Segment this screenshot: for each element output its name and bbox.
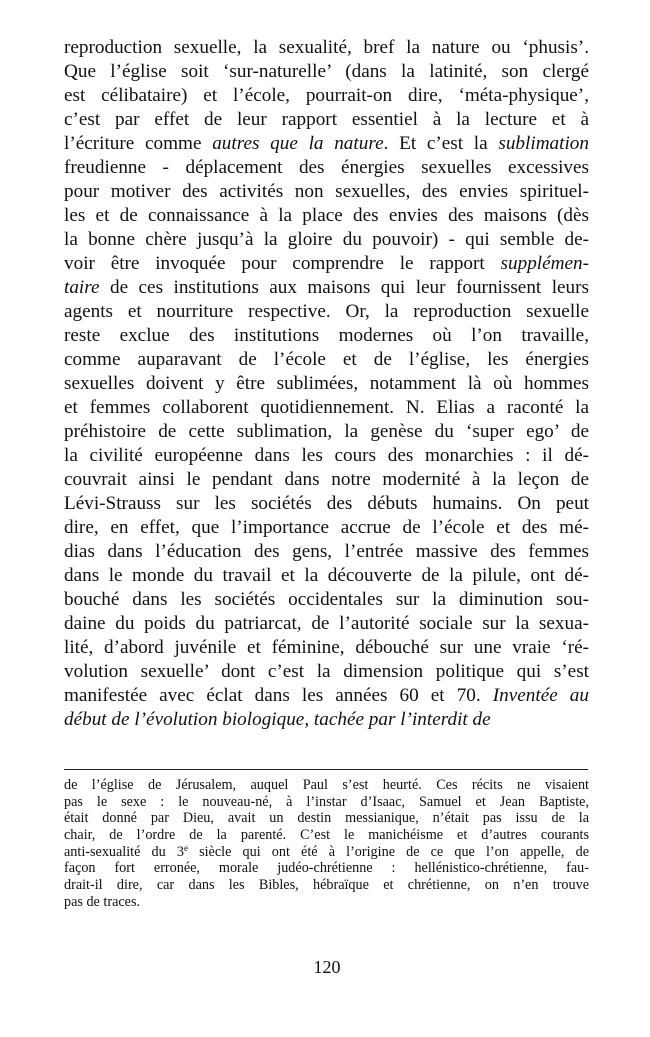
text-run: Que l’église soit ‘sur-naturelle’ (dans la latinité, son clergé (64, 61, 589, 82)
text-run: anti-sexualité du 3 (64, 843, 184, 860)
text-line (64, 60, 589, 84)
text-line (64, 588, 589, 612)
text-run: freudienne - déplacement des énergies sexuelles excessives (64, 157, 589, 178)
footnote (64, 777, 589, 911)
italic-text: Inventée au (492, 685, 589, 706)
text-line (64, 180, 589, 204)
text-run: la bonne chère jusqu’à la gloire du pouvoir) - qui semble de- (64, 229, 589, 250)
footnote-line (64, 860, 589, 877)
text-run: est célibataire) et l’école, pourrait-on dire, ‘méta-physique’, (64, 85, 589, 106)
text-run: dans le monde du travail et la découverte de la pilule, ont dé- (64, 565, 589, 586)
text-line (64, 708, 589, 732)
text-run: daine du poids du patriarcat, de l’autorité sociale sur la sexua- (64, 613, 589, 634)
text-run: et femmes collaborent quotidiennement. N. Elias a raconté la (64, 397, 589, 418)
book-page (64, 36, 589, 732)
text-line (64, 540, 589, 564)
text-run: c’est par effet de leur rapport essentiel à la lecture et à (64, 109, 589, 130)
footnote-line (64, 777, 589, 794)
footnote-line (64, 877, 589, 894)
text-line (64, 300, 589, 324)
text-line (64, 468, 589, 492)
text-run: était donné par Dieu, avait un destin messianique, n’était pas issu de la (64, 810, 589, 827)
body-paragraph (64, 36, 589, 732)
text-line (64, 372, 589, 396)
text-line (64, 492, 589, 516)
text-run: de ces institutions aux maisons qui leur fournissent leurs (99, 277, 589, 298)
text-line (64, 228, 589, 252)
italic-text: sublimation (498, 133, 589, 154)
text-run: préhistoire de cette sublimation, la genèse du ‘super ego’ de (64, 421, 589, 442)
text-line (64, 156, 589, 180)
text-run: dias dans l’éducation des gens, l’entrée massive des femmes (64, 541, 589, 562)
text-line (64, 204, 589, 228)
text-run: reproduction sexuelle, la sexualité, bref la nature ou ‘phusis’. (64, 37, 589, 58)
text-run: . Et c’est la (383, 133, 499, 154)
text-run: de l’église de Jérusalem, auquel Paul s’est heurté. Ces récits ne visaient (64, 777, 589, 793)
text-run: bouché dans les sociétés occidentales sur la diminution sou- (64, 589, 589, 610)
text-line (64, 252, 589, 276)
text-run: la civilité européenne dans les cours des monarchies : il dé- (64, 445, 589, 466)
text-run: voir être invoquée pour comprendre le rapport (64, 253, 501, 274)
footnote-line (64, 810, 589, 827)
text-run: manifestée avec éclat dans les années 60 et 70. (64, 685, 493, 706)
text-line (64, 612, 589, 636)
text-run: pour motiver des activités non sexuelles, des envies spirituel- (64, 181, 589, 202)
footnote-line (64, 844, 589, 861)
text-line (64, 276, 589, 300)
italic-text: supplémen- (500, 253, 589, 274)
text-run: les et de connaissance à la place des envies des maisons (dès (64, 205, 589, 226)
text-run: volution sexuelle’ dont c’est la dimension politique qui s’est (64, 661, 589, 682)
italic-text: taire (64, 277, 100, 298)
text-line (64, 108, 589, 132)
page-number: 120 (313, 957, 341, 977)
text-run: Lévi-Strauss sur les sociétés des débuts humains. On peut (64, 493, 589, 514)
text-line (64, 564, 589, 588)
text-line (64, 396, 589, 420)
text-line (64, 132, 589, 156)
superscript: e (183, 842, 188, 853)
italic-text: début de l’évolution biologique, tachée par l’interdit de (64, 709, 491, 730)
text-run: lité, d’abord juvénile et féminine, débouché sur une vraie ‘ré- (64, 637, 589, 658)
text-line (64, 84, 589, 108)
text-run: siècle qui ont été à l’origine de ce que l’on appelle, de (187, 843, 589, 860)
footnote-line (64, 794, 589, 811)
text-run: pas de traces. (64, 893, 141, 910)
text-line (64, 660, 589, 684)
footnote-separator (64, 769, 588, 770)
text-run: chair, de l’ordre de la parenté. C’est le manichéisme et d’autres courants (64, 827, 589, 844)
text-run: façon fort erronée, morale judéo-chrétienne : hellénistico-chrétienne, fau- (64, 860, 589, 877)
text-run: dire, en effet, que l’importance accrue de l’école et des mé- (64, 517, 589, 538)
footnote-line (64, 894, 589, 911)
text-run: couvrait ainsi le pendant dans notre modernité à la leçon de (64, 469, 589, 490)
text-line (64, 420, 589, 444)
text-run: pas le sexe : le nouveau-né, à l’instar d’Isaac, Samuel et Jean Baptiste, (64, 793, 589, 810)
text-run: sexuelles doivent y être sublimées, notamment là où hommes (64, 373, 589, 394)
text-run: reste exclue des institutions modernes où l’on travaille, (64, 325, 589, 346)
text-run: comme auparavant de l’école et de l’église, les énergies (64, 349, 589, 370)
text-run: l’écriture comme (64, 133, 213, 154)
italic-text: autres que la nature (212, 133, 384, 154)
footnote-line (64, 827, 589, 844)
text-run: drait-il dire, car dans les Bibles, hébraïque et chrétienne, on n’en trouve (64, 877, 589, 894)
text-line (64, 36, 589, 60)
text-run: agents et nourriture respective. Or, la reproduction sexuelle (64, 301, 589, 322)
text-line (64, 636, 589, 660)
text-line (64, 516, 589, 540)
text-line (64, 348, 589, 372)
text-line (64, 444, 589, 468)
text-line (64, 684, 589, 708)
text-line (64, 324, 589, 348)
